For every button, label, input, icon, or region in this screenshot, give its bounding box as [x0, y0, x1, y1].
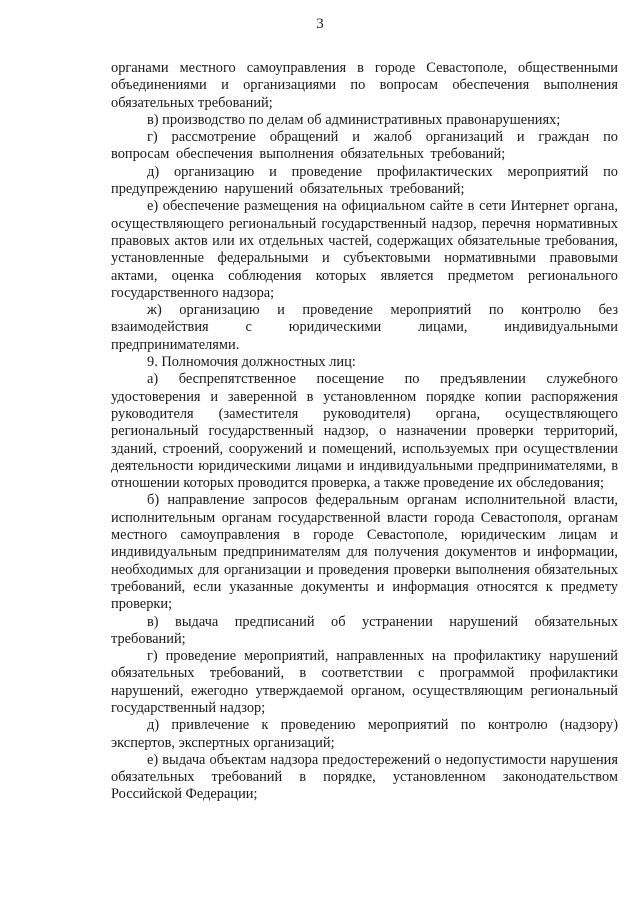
paragraph-item-g-profilactic: г) проведение мероприятий, направленных на профилактику нарушений обязательных требований, в соответствии с программой профилактики нарушений, ежегодно утверждаемой органом, осуществляющим региональный государственный надзор; — [111, 648, 618, 716]
paragraph-item-b-requests: б) направление запросов федеральным органам исполнительной власти, исполнительным органам государственной власти города Севастополя, органам местного самоуправления в городе Севастополе, юридическим лицам и индивидуальным предпринимателям для получения документов и информации, необходимых для организации и проведения проверки выполнения обязательных требований, если указанные документы и информация относятся к предмету проверки; — [111, 492, 618, 613]
paragraph-item-g-appeals: г) рассмотрение обращений и жалоб организаций и граждан по вопросам обеспечения выполнения обязательных требований; — [111, 129, 618, 163]
paragraph-item-a-visits: а) беспрепятственное посещение по предъявлении служебного удостоверения и заверенной в установленном порядке копии распоряжения руководителя (заместителя руководителя) органа, осуществляющего региональный государственный надзор, о назначении проверки территорий, зданий, строений, сооружений и помещений, используемых при осуществлении деятельности юридическими лицами и индивидуальными предпринимателями, в отношении которых проводится проверка, а также проведение их обследования; — [111, 371, 618, 492]
paragraph-item-d-prevention: д) организацию и проведение профилактических мероприятий по предупреждению нарушений обязательных требований; — [111, 163, 618, 198]
paragraph-continuation: органами местного самоуправления в городе Севастополе, общественными объединениями и организациями по вопросам обеспечения выполнения обязательных требований; — [111, 60, 618, 111]
paragraph-item-e-warnings: е) выдача объектам надзора предостережений о недопустимости нарушения обязательных требований в порядке, установленном законодательством Российской Федерации; — [111, 751, 618, 803]
paragraph-item-v-proceedings: в) производство по делам об административных правонарушениях; — [147, 111, 561, 128]
paragraph-item-d-experts: д) привлечение к проведению мероприятий по контролю (надзору) экспертов, экспертных организаций; — [111, 717, 618, 751]
paragraph-item-zh-control: ж) организацию и проведение мероприятий по контролю без взаимодействия с юридическими лицами, индивидуальными предпринимателями. — [111, 302, 618, 353]
page-number: 3 — [316, 16, 324, 32]
paragraph-item-v-orders: в) выдача предписаний об устранении нарушений обязательных требований; — [111, 613, 618, 647]
document-body — [111, 60, 618, 804]
paragraph-section-9-heading: 9. Полномочия должностных лиц: — [147, 354, 356, 371]
paragraph-item-e-website: е) обеспечение размещения на официальном сайте в сети Интернет органа, осуществляющего региональный государственный надзор, перечня нормативных правовых актов или их отдельных частей, содержащих обязательные требования, установленные федеральными и субъектовыми нормативными правовыми актами, оценка соблюдения которых является предметом регионального государственного надзора; — [111, 198, 618, 301]
